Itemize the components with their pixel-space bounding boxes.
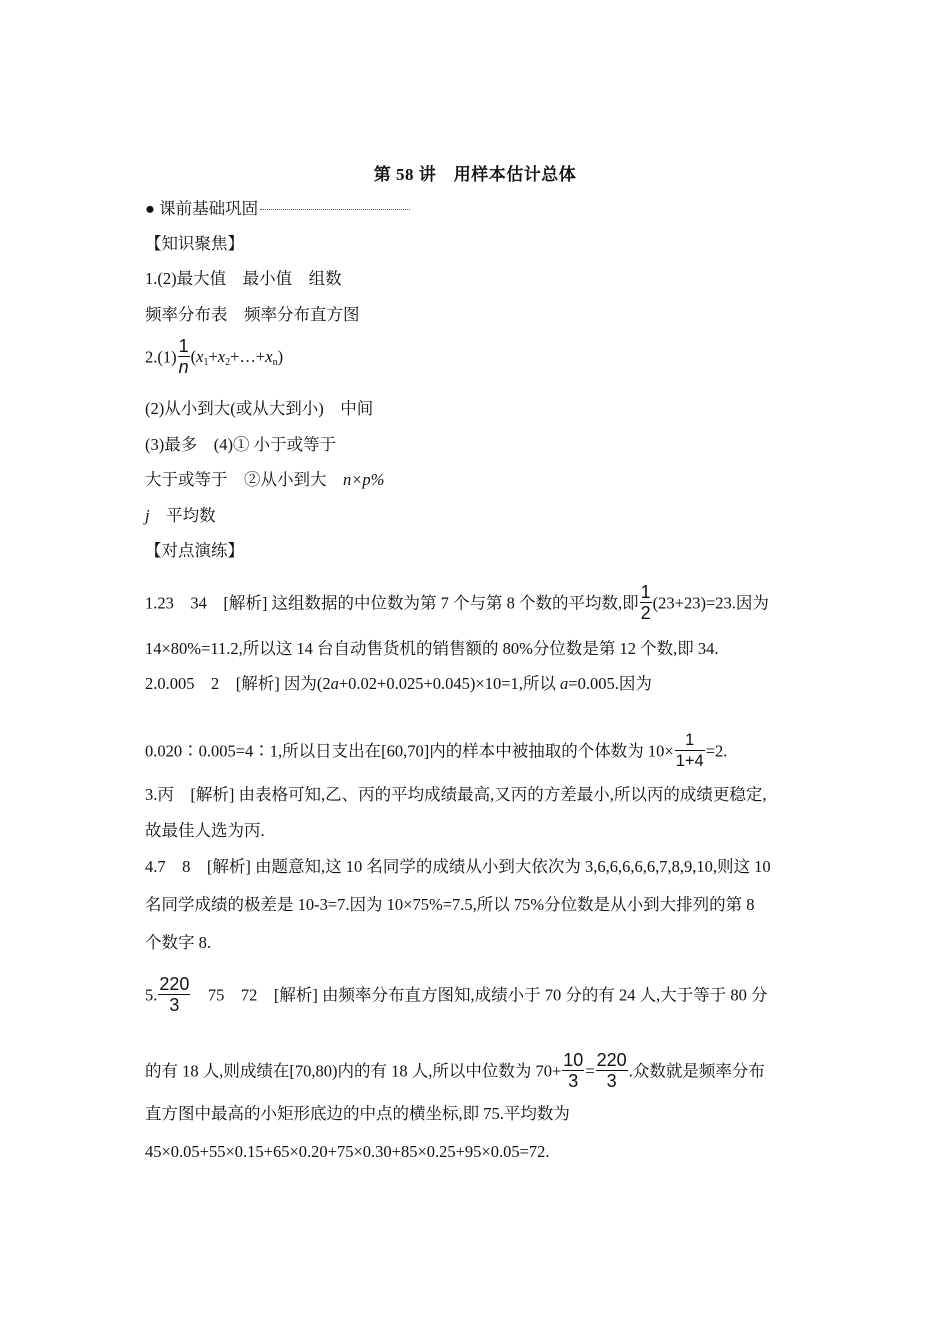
practice-header: 【对点演练】 — [145, 541, 244, 560]
knowledge-item-3: (3)最多 (4)① 小于或等于 — [145, 435, 337, 454]
practice-5-line-3: 直方图中最高的小矩形底边的中点的横坐标,即 75.平均数为 — [145, 1104, 570, 1123]
k4-text: 大于或等于 ②从小到大 — [145, 470, 343, 489]
p2-text-b: +0.02+0.025+0.045)×10=1,所以 — [338, 674, 561, 693]
k5-var: j — [145, 506, 150, 525]
knowledge-item-2 — [145, 338, 283, 379]
k2-sum: $(x_1+x_2+\dots+x_n)$ — [190, 347, 284, 369]
practice-5-line-2 — [145, 1052, 765, 1093]
fraction-220-over-3 — [158, 974, 190, 1015]
fraction-1-over-n — [178, 336, 190, 377]
frac-num: 10 — [563, 1050, 584, 1070]
knowledge-item-2b: (2)从小到大(或从大到小) 中间 — [145, 399, 374, 418]
p2-text-c: =0.005.因为 — [568, 674, 652, 693]
frac-den: n — [178, 357, 189, 377]
practice-3-line-1: 3.丙 [解析] 由表格可知,乙、丙的平均成绩最高,又丙的方差最小,所以丙的成绩更稳定, — [145, 785, 767, 804]
knowledge-item-1a: 1.(2)最大值 最小值 组数 — [145, 269, 342, 288]
practice-2-line-2 — [145, 732, 727, 773]
knowledge-item-5 — [145, 505, 216, 527]
p1-text-b: (23+23)=23.因为 — [652, 593, 769, 613]
practice-2-line-1 — [145, 673, 652, 695]
practice-4-line-1: 4.7 8 [解析] 由题意知,这 10 名同学的成绩从小到大依次为 3,6,6,6,6,6,7,8,9,10,则这 10 — [145, 857, 771, 876]
k5-text: 平均数 — [149, 506, 216, 525]
frac-num: 220 — [596, 1050, 627, 1070]
p5-text-a: 75 72 [解析] 由频率分布直方图知,成绩小于 70 分的有 24 人,大于等于 80 分 — [191, 985, 768, 1005]
frac-num: 1 — [675, 730, 705, 751]
p5-text-c: .众数就是频率分布 — [628, 1061, 765, 1081]
frac-den: 3 — [169, 995, 180, 1015]
frac-num: 220 — [159, 974, 190, 994]
k2-prefix: 2.(1) — [145, 347, 177, 367]
practice-3-line-2: 故最佳人选为丙. — [145, 821, 265, 840]
frac-den: 2 — [640, 603, 651, 623]
frac-den: 3 — [606, 1071, 617, 1091]
p2-text-a: 2.0.005 2 [解析] 因为(2 — [145, 674, 331, 693]
practice-5-line-1 — [145, 976, 768, 1017]
fraction-1-over-1plus4 — [675, 730, 705, 771]
p2-text-e: =2. — [705, 741, 728, 761]
frac-num: 1 — [640, 582, 651, 602]
fraction-1-over-2 — [640, 582, 652, 623]
section-header-text: ● 课前基础巩固 — [145, 199, 259, 218]
practice-5-line-4: 45×0.05+55×0.15+65×0.20+75×0.30+85×0.25+95×0.05=72. — [145, 1142, 550, 1161]
dotted-leader — [260, 209, 410, 210]
p2-var-2: a — [560, 674, 569, 693]
knowledge-item-4 — [145, 469, 384, 491]
p5-eq: = — [585, 1061, 595, 1081]
practice-1-line-1 — [145, 584, 769, 625]
practice-4-line-3: 个数字 8. — [145, 933, 211, 952]
frac-num: 1 — [178, 336, 189, 356]
p5-prefix: 5. — [145, 985, 158, 1005]
page-title: 第 58 讲 用样本估计总体 — [373, 165, 577, 184]
k4-formula: n×p% — [343, 470, 385, 489]
fraction-10-over-3 — [562, 1050, 584, 1091]
frac-den: 1+4 — [675, 752, 704, 770]
knowledge-item-1b: 频率分布表 频率分布直方图 — [145, 305, 360, 324]
practice-1-line-2: 14×80%=11.2,所以这 14 台自动售货机的销售额的 80%分位数是第 12 个数,即 34. — [145, 639, 719, 658]
frac-den: 3 — [568, 1071, 579, 1091]
fraction-220-over-3-b — [596, 1050, 628, 1091]
p1-text-a: 1.23 34 [解析] 这组数据的中位数为第 7 个与第 8 个数的平均数,即 — [145, 593, 639, 613]
practice-4-line-2: 名同学成绩的极差是 10-3=7.因为 10×75%=7.5,所以 75%分位数是从小到大排列的第 8 — [145, 895, 755, 914]
knowledge-header: 【知识聚焦】 — [145, 234, 244, 253]
section-header — [145, 198, 410, 220]
p2-var: a — [330, 674, 339, 693]
p5-text-b: 的有 18 人,则成绩在[70,80)内的有 18 人,所以中位数为 70+ — [145, 1061, 562, 1081]
p2-text-d: 0.020∶0.005=4∶1,所以日支出在[60,70]内的样本中被抽取的个体数为 10× — [145, 741, 674, 761]
